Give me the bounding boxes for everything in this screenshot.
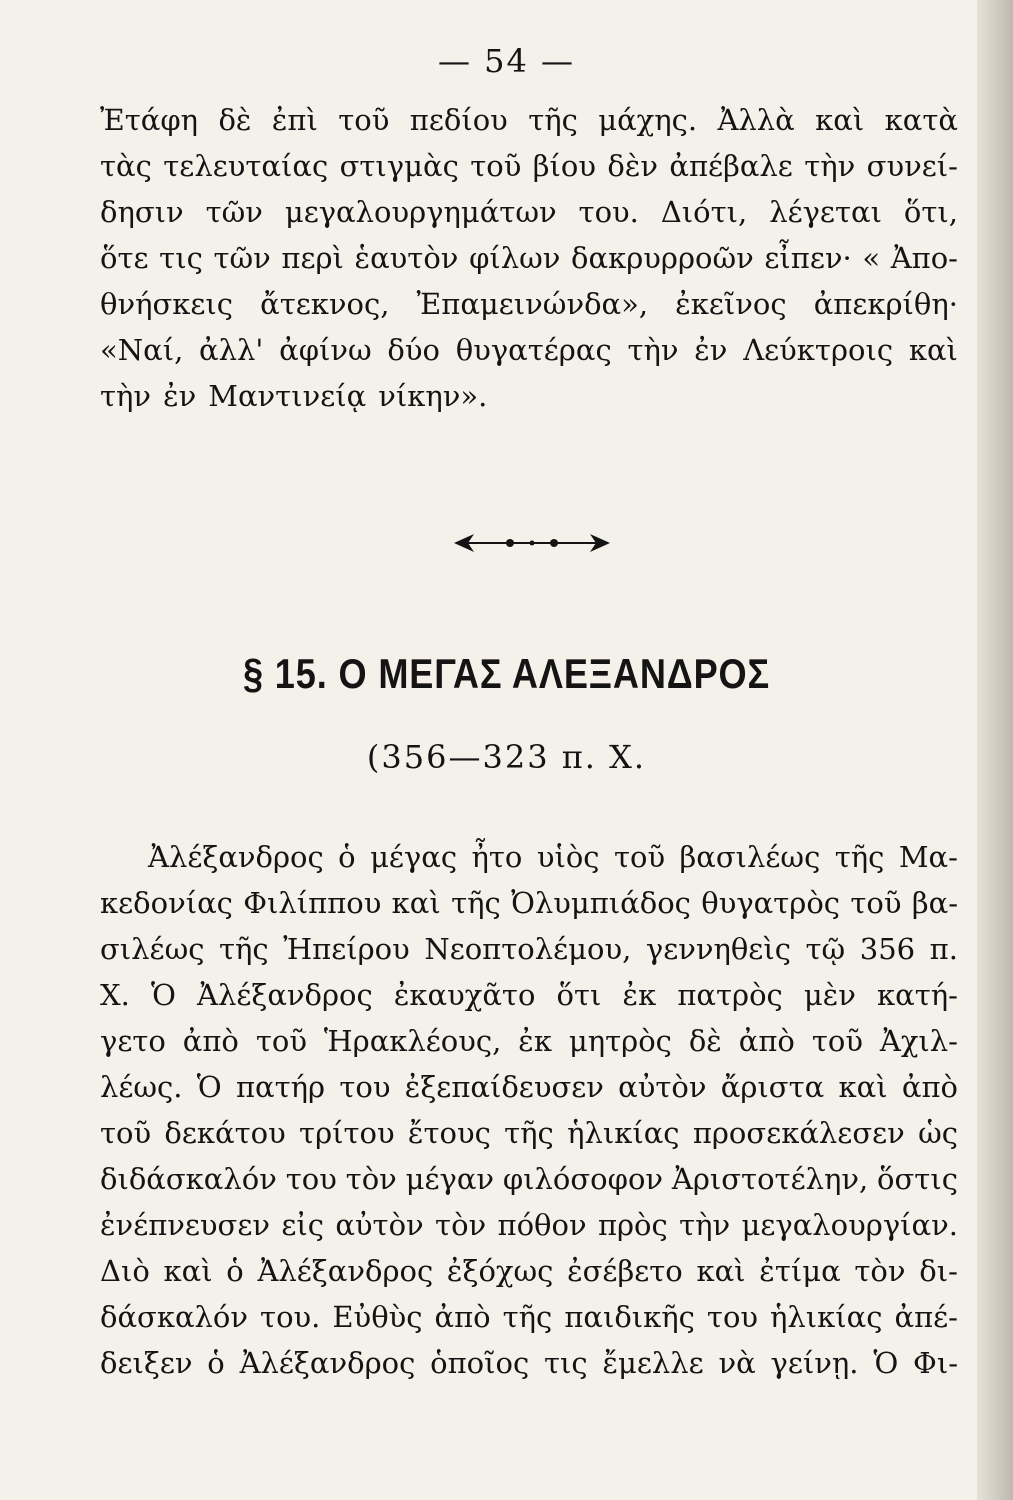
word: ἀπὸ xyxy=(901,1070,958,1104)
word: πατήρ xyxy=(235,1070,326,1104)
word: δησιν xyxy=(100,195,184,229)
word: Ἐπαμεινώνδα», xyxy=(416,287,649,321)
word: αὐτὸν xyxy=(618,1070,707,1104)
word: λέγεται xyxy=(769,195,882,229)
word: ὁ xyxy=(207,1346,225,1380)
word: γείνῃ. xyxy=(770,1346,859,1380)
word: πρὸς xyxy=(597,1208,668,1242)
word: ἐν xyxy=(694,333,728,367)
word: νὰ xyxy=(718,1346,756,1380)
word: ἀλλ' xyxy=(199,333,264,367)
word: ἦτο xyxy=(471,840,523,874)
section-dates: (356—323 π. Χ. xyxy=(366,738,647,776)
word: δάσκαλόν xyxy=(100,1300,249,1334)
word: ἐκεῖνος xyxy=(675,287,787,321)
word: εἶπεν· xyxy=(764,241,852,275)
word: ἀπέ- xyxy=(894,1300,958,1334)
word: τῶν xyxy=(205,195,263,229)
word: διδάσκαλόν xyxy=(100,1162,277,1196)
word: τῆς xyxy=(451,886,501,920)
paragraph-alexander-intro xyxy=(100,834,958,1386)
word: στιγμὰς xyxy=(339,149,459,183)
text-line xyxy=(100,1294,958,1340)
word: φίλων xyxy=(469,241,561,275)
word: ἀπὸ xyxy=(434,1300,491,1334)
word: μεγαλουργημάτων xyxy=(284,195,557,229)
word: ἀπὸ xyxy=(738,1024,795,1058)
text-line xyxy=(100,1156,958,1202)
word: Ὁ xyxy=(873,1346,899,1380)
word: Διότι, xyxy=(660,195,748,229)
word: τὸν xyxy=(854,1254,906,1288)
word: θυγατέρας xyxy=(455,333,612,367)
paragraph-epaminondas-death xyxy=(100,97,958,419)
text-line xyxy=(100,926,958,972)
word: δειξεν xyxy=(100,1346,193,1380)
word: Ἀλέξανδρος xyxy=(197,978,373,1012)
word: ὁ xyxy=(338,840,356,874)
word: ὅτι xyxy=(556,978,602,1012)
word: Ἀλέξανδρος xyxy=(239,1346,416,1380)
word: ἐκ xyxy=(518,1024,552,1058)
word: καὶ xyxy=(838,1070,888,1104)
word: ἐνέπνευσεν xyxy=(100,1208,271,1242)
word: τρίτου xyxy=(299,1116,395,1150)
word: μέγαν xyxy=(405,1162,495,1196)
word: γεννηθεὶς xyxy=(645,932,791,966)
word: Ὁ xyxy=(150,978,176,1012)
word: «Ναί, xyxy=(100,333,184,367)
word: τὴν xyxy=(627,333,679,367)
word: ἐκ xyxy=(622,978,657,1012)
ornament-divider-icon xyxy=(452,528,612,558)
word: ἐκαυχᾶτο xyxy=(393,978,536,1012)
word: ἐπὶ xyxy=(271,103,318,137)
word: Ἀλέξανδρος xyxy=(148,840,324,874)
word: πόθον xyxy=(497,1208,587,1242)
word: Διὸ xyxy=(100,1254,150,1288)
word: θυγατρὸς xyxy=(701,886,841,920)
word: Ἀπο- xyxy=(890,241,958,275)
word: τῆς xyxy=(502,1300,553,1334)
text-line xyxy=(100,1018,958,1064)
word: τελευταίας xyxy=(163,149,329,183)
word: τοῦ xyxy=(100,1116,152,1150)
word: εἰς xyxy=(281,1208,324,1242)
word: περὶ xyxy=(281,241,344,275)
word: ἄριστα xyxy=(720,1070,825,1104)
word: τὸν xyxy=(345,1162,397,1196)
text-line xyxy=(100,834,958,880)
word: Εὐθὺς xyxy=(332,1300,423,1334)
text-line xyxy=(100,1110,958,1156)
word: του xyxy=(706,1300,759,1334)
word: δύο xyxy=(387,333,440,367)
word: ἀφίνω xyxy=(279,333,372,367)
word: τις xyxy=(544,1346,588,1380)
word: μέγας xyxy=(370,840,458,874)
word: παιδικῆς xyxy=(564,1300,695,1334)
word: λέως. xyxy=(100,1070,183,1104)
text-line xyxy=(100,1340,958,1386)
word: κατὰ xyxy=(884,103,958,137)
word: ἔμελλε xyxy=(602,1346,704,1380)
word: τὴν xyxy=(679,1208,731,1242)
text-line xyxy=(100,373,958,419)
word: μητρὸς xyxy=(568,1024,672,1058)
word: ἄτεκνος, xyxy=(260,287,390,321)
word: τὰς xyxy=(100,149,152,183)
text-line xyxy=(100,1248,958,1294)
text-line xyxy=(100,97,958,143)
word: του. xyxy=(578,195,639,229)
word: ἐν xyxy=(163,379,197,413)
text-line xyxy=(100,281,958,327)
word: Ἀχιλ- xyxy=(879,1024,958,1058)
word: ἐτίμα xyxy=(759,1254,841,1288)
word: τῷ xyxy=(805,932,846,966)
word: « xyxy=(862,241,881,275)
word: τοῦ xyxy=(850,886,902,920)
word: ὁ xyxy=(226,1254,244,1288)
word: Φιλίππου xyxy=(243,886,382,920)
word: ἡλικίας xyxy=(567,1116,680,1150)
word: του xyxy=(339,1070,391,1104)
word: Χ. xyxy=(100,978,130,1012)
text-line xyxy=(100,235,958,281)
word: γετο xyxy=(100,1024,166,1058)
word: Ἐτάφη xyxy=(100,103,199,137)
word: κατή- xyxy=(877,978,958,1012)
word: ὅτι, xyxy=(903,195,958,229)
word: δὲ xyxy=(688,1024,722,1058)
word: ὡς xyxy=(918,1116,958,1150)
word: μεγαλουργίαν. xyxy=(741,1208,958,1242)
text-line xyxy=(100,972,958,1018)
word: ἀπεκρίθη· xyxy=(813,287,958,321)
word: καὶ xyxy=(391,886,441,920)
word: καὶ xyxy=(696,1254,746,1288)
word: καὶ xyxy=(163,1254,213,1288)
word: Ὀλυμπιάδος xyxy=(511,886,691,920)
word: μάχης. xyxy=(598,103,698,137)
word: τῶν xyxy=(213,241,271,275)
word: δεκάτου xyxy=(164,1116,286,1150)
word: Φι- xyxy=(913,1346,958,1380)
word: Ἀλέξανδρος xyxy=(257,1254,434,1288)
word: βίου xyxy=(532,149,596,183)
word: καὶ xyxy=(908,333,958,367)
word: αὐτὸν xyxy=(335,1208,424,1242)
word: ἐξεπαίδευσεν xyxy=(404,1070,604,1104)
word: του xyxy=(285,1162,337,1196)
word: βα- xyxy=(911,886,958,920)
word: τοῦ xyxy=(255,1024,307,1058)
word: βασιλέως xyxy=(679,840,821,874)
word: τοῦ xyxy=(811,1024,863,1058)
word: μὲν xyxy=(803,978,856,1012)
word: νίκην». xyxy=(378,379,488,413)
word: τῆς xyxy=(528,103,578,137)
word: π. xyxy=(929,932,958,966)
word: ἡλικίας xyxy=(770,1300,883,1334)
word: υἱὸς xyxy=(536,840,600,874)
word: του. xyxy=(260,1300,321,1334)
word: προσεκάλεσεν xyxy=(692,1116,905,1150)
word: τῆς xyxy=(504,1116,554,1150)
word: τοῦ xyxy=(613,840,666,874)
word: τὴν xyxy=(100,379,152,413)
word: συνεί- xyxy=(866,149,958,183)
word: ἀπέβαλε xyxy=(669,149,793,183)
word: ὅστις xyxy=(877,1162,958,1196)
word: θνήσκεις xyxy=(100,287,234,321)
word: τὸν xyxy=(435,1208,487,1242)
word: Ἡρακλέους, xyxy=(323,1024,502,1058)
word: Ἀριστοτέλην, xyxy=(671,1162,869,1196)
word: ὅτε xyxy=(100,241,149,275)
word: δι- xyxy=(919,1254,958,1288)
text-line xyxy=(100,189,958,235)
word: Ἠπείρου xyxy=(283,932,410,966)
word: πατρὸς xyxy=(677,978,783,1012)
text-line xyxy=(100,143,958,189)
text-line xyxy=(100,1064,958,1110)
word: τοῦ xyxy=(470,149,522,183)
word: δακρυρροῶν xyxy=(571,241,754,275)
page-number: — 54 — xyxy=(437,42,576,80)
text-line xyxy=(100,1202,958,1248)
text-line xyxy=(100,327,958,373)
word: δὲν xyxy=(607,149,659,183)
word: ὁποῖος xyxy=(430,1346,530,1380)
word: 356 xyxy=(859,932,916,966)
word: τοῦ xyxy=(338,103,390,137)
text-line xyxy=(100,880,958,926)
word: σιλέως xyxy=(100,932,205,966)
word: Νεοπτολέμου, xyxy=(424,932,632,966)
word: ἐσέβετο xyxy=(567,1254,683,1288)
word: πεδίου xyxy=(409,103,508,137)
word: Ἀλλὰ xyxy=(717,103,795,137)
word: καὶ xyxy=(815,103,865,137)
section-heading: § 15. Ο ΜΕΓΑΣ ΑΛΕΞΑΝΔΡΟΣ xyxy=(242,650,771,697)
word: ἀπὸ xyxy=(182,1024,239,1058)
word: Μαντινείᾳ xyxy=(208,379,367,413)
word: τὴν xyxy=(804,149,856,183)
word: ἐξόχως xyxy=(446,1254,554,1288)
word: τις xyxy=(159,241,203,275)
word: τῆς xyxy=(834,840,885,874)
word: δὲ xyxy=(218,103,252,137)
word: φιλόσοφον xyxy=(502,1162,664,1196)
word: Λεύκτροις xyxy=(743,333,894,367)
word: τῆς xyxy=(219,932,269,966)
word: ἔτους xyxy=(407,1116,491,1150)
word: Μα- xyxy=(898,840,958,874)
word: ἑαυτὸν xyxy=(354,241,459,275)
word: Ὁ xyxy=(196,1070,222,1104)
word: κεδονίας xyxy=(100,886,233,920)
